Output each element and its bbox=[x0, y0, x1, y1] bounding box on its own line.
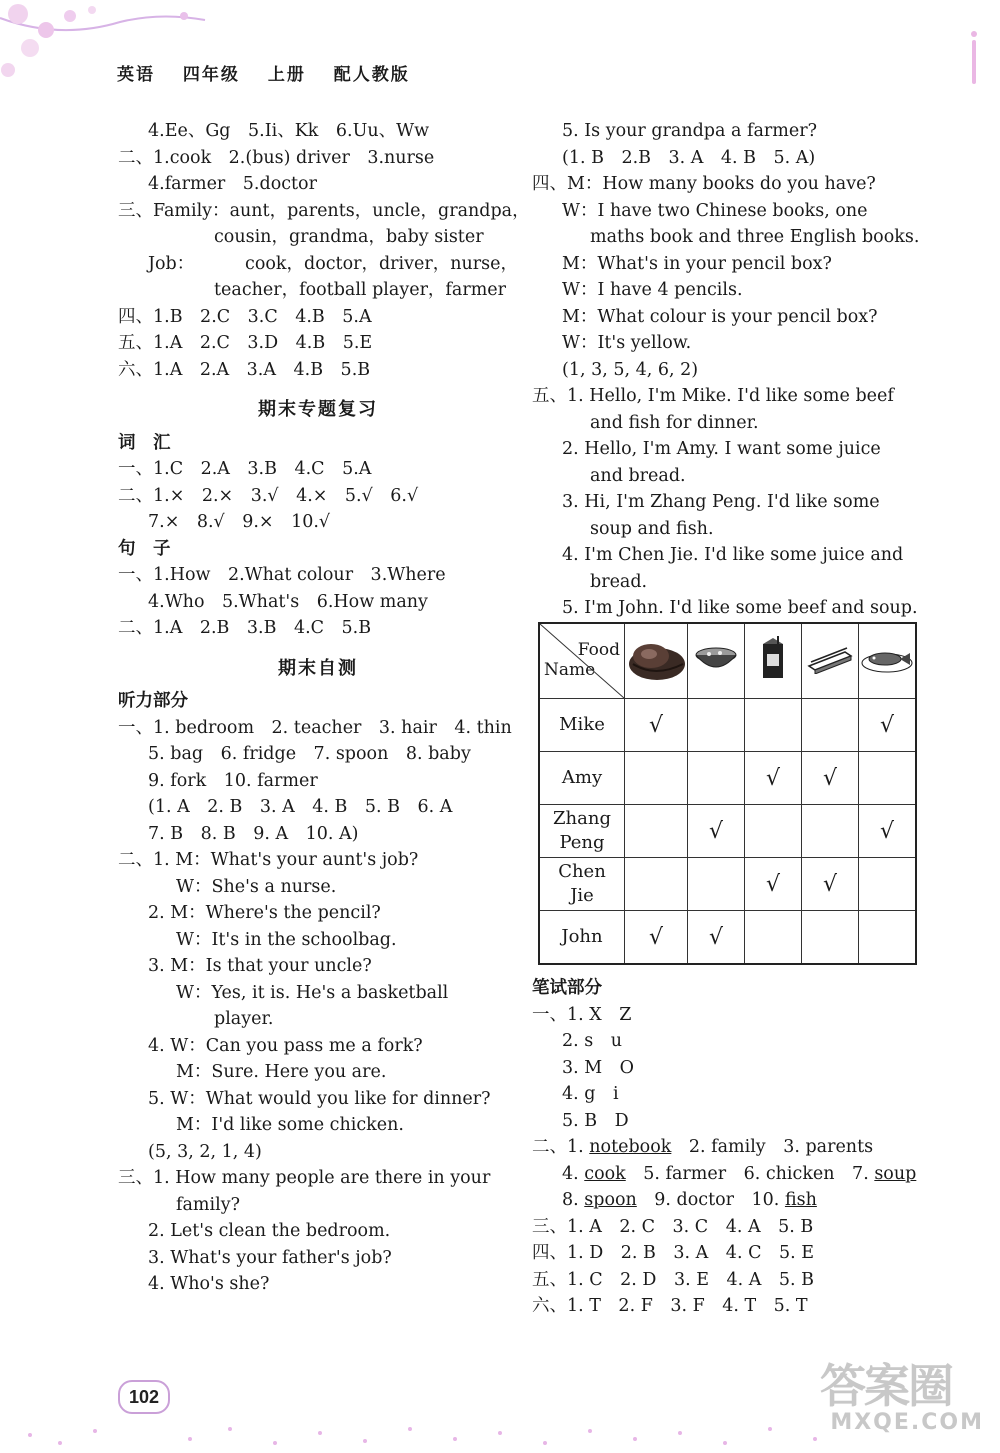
answer-line: (5, 3, 2, 1, 4) bbox=[148, 1141, 262, 1162]
table-row bbox=[539, 858, 916, 911]
answer-line: (1. A 2. B 3. A 4. B 5. B 6. A bbox=[148, 797, 453, 817]
dialogue-line: M：What's in your pencil box? bbox=[562, 253, 832, 274]
name-line: Peng bbox=[559, 832, 605, 853]
answer-line: 二、1.× 2.× 3.√ 4.× 5.√ 6.√ bbox=[118, 485, 419, 506]
text: 9. doctor 10. bbox=[636, 1190, 785, 1210]
section-title: 期末自测 bbox=[278, 657, 358, 679]
soup-icon bbox=[693, 639, 739, 679]
check-cell bbox=[745, 911, 802, 965]
answer-line: 9. fork 10. farmer bbox=[148, 770, 318, 791]
check-cell bbox=[859, 805, 917, 858]
table-row bbox=[539, 699, 916, 752]
answer-line: 3. M O bbox=[562, 1057, 635, 1078]
table-row bbox=[539, 911, 916, 965]
header-grade: 四年级 bbox=[182, 65, 240, 85]
name-line: John bbox=[561, 926, 603, 947]
check-cell bbox=[625, 805, 688, 858]
check-mark: √ bbox=[708, 818, 724, 844]
bread-icon bbox=[805, 644, 855, 674]
check-cell bbox=[859, 911, 917, 965]
check-cell bbox=[688, 699, 745, 752]
name-cell bbox=[539, 699, 625, 752]
answer-line: 四、1. D 2. B 3. A 4. C 5. E bbox=[532, 1243, 814, 1263]
underlined-word: cook bbox=[584, 1163, 626, 1184]
dialogue-line: W：I have two Chinese books, one bbox=[562, 200, 868, 221]
check-cell bbox=[859, 699, 917, 752]
underlined-word: notebook bbox=[589, 1137, 672, 1157]
section-title: 期末专题复习 bbox=[258, 399, 378, 420]
dialogue-line: W：It's in the schoolbag. bbox=[176, 929, 397, 950]
answer-line: family? bbox=[176, 1194, 240, 1215]
check-cell bbox=[802, 911, 859, 965]
dialogue-line: W：It's yellow. bbox=[562, 333, 692, 353]
dialogue-line: M：What colour is your pencil box? bbox=[562, 306, 878, 327]
family-label: 三、Family： bbox=[118, 200, 230, 221]
check-cell bbox=[745, 805, 802, 858]
check-cell bbox=[802, 752, 859, 805]
answer-line: 4.Ee、Gg 5.Ii、Kk 6.Uu、Ww bbox=[148, 121, 430, 141]
underlined-word: soup bbox=[874, 1163, 917, 1184]
header-subject: 英语 bbox=[117, 65, 155, 85]
family-words: aunt，parents，uncle，grandpa， bbox=[229, 200, 530, 221]
fish-icon bbox=[860, 643, 914, 675]
check-cell bbox=[745, 858, 802, 911]
dialogue-line: 4. W：Can you pass me a fork? bbox=[148, 1035, 423, 1056]
answer-line: 三、1. How many people are there in your bbox=[118, 1168, 491, 1188]
answer-line: 六、1.A 2.A 3.A 4.B 5.B bbox=[118, 359, 371, 380]
answer-line: and fish for dinner. bbox=[590, 412, 759, 433]
check-cell bbox=[625, 911, 688, 965]
check-mark: √ bbox=[648, 712, 664, 738]
text: 8. bbox=[562, 1190, 585, 1210]
answer-line: 4. g i bbox=[562, 1084, 619, 1104]
beef-icon-cell bbox=[625, 623, 688, 699]
answer-line: 7.× 8.√ 9.× 10.√ bbox=[148, 512, 331, 532]
dialogue-line: 2. M：Where's the pencil? bbox=[148, 903, 381, 923]
answer-line: (1. B 2.B 3. A 4. B 5. A) bbox=[562, 147, 816, 168]
dialogue-line: maths book and three English books. bbox=[590, 227, 920, 247]
answer-line: 7. B 8. B 9. A 10. A) bbox=[148, 823, 359, 844]
name-line: Zhang bbox=[553, 808, 611, 829]
family-line bbox=[118, 198, 530, 225]
answer-line: 一、1. bedroom 2. teacher 3. hair 4. thin bbox=[118, 717, 512, 738]
check-cell bbox=[745, 752, 802, 805]
answer-line: 4. I'm Chen Jie. I'd like some juice and bbox=[562, 545, 904, 565]
watermark-top: 答案圈 bbox=[820, 1359, 952, 1413]
side-decoration bbox=[968, 30, 982, 90]
check-cell bbox=[625, 699, 688, 752]
subsection-title: 词 汇 bbox=[118, 432, 171, 453]
answer-line: 五、1.A 2.C 3.D 4.B 5.E bbox=[118, 333, 373, 353]
answer-line: 一、1.C 2.A 3.B 4.C 5.A bbox=[118, 459, 372, 479]
fish-icon-cell bbox=[859, 623, 917, 699]
check-mark: √ bbox=[765, 765, 781, 791]
check-mark: √ bbox=[879, 712, 895, 738]
bread-icon-cell bbox=[802, 623, 859, 699]
answer-line: 一、1. X Z bbox=[532, 1004, 632, 1025]
text: 二、1. bbox=[532, 1137, 590, 1157]
text: 5. farmer 6. chicken 7. bbox=[625, 1163, 875, 1184]
answer-line: 5. I'm John. I'd like some beef and soup. bbox=[562, 598, 918, 618]
job-words: cook，doctor，driver，nurse， bbox=[245, 253, 518, 274]
dialogue-line: 3. M：Is that your uncle? bbox=[148, 956, 372, 976]
left-column bbox=[118, 118, 530, 1298]
answer-line: 4. Who's she? bbox=[148, 1274, 270, 1294]
answer-line: 2. Let's clean the bedroom. bbox=[148, 1221, 391, 1241]
answer-line: 一、1.How 2.What colour 3.Where bbox=[118, 565, 446, 585]
check-mark: √ bbox=[879, 818, 895, 844]
page-number: 102 bbox=[118, 1380, 170, 1414]
name-header-label: Name bbox=[544, 660, 596, 680]
check-mark: √ bbox=[708, 924, 724, 950]
juice-icon-cell bbox=[745, 623, 802, 699]
underlined-word: spoon bbox=[584, 1190, 637, 1210]
check-cell bbox=[802, 805, 859, 858]
name-cell bbox=[539, 858, 625, 911]
name-cell bbox=[539, 911, 625, 965]
answer-line bbox=[532, 1134, 922, 1161]
answer-line: 3. Hi, I'm Zhang Peng. I'd like some bbox=[562, 492, 880, 512]
underlined-word: fish bbox=[784, 1190, 817, 1210]
juice-icon bbox=[755, 636, 791, 682]
table-header-row bbox=[539, 623, 916, 699]
check-cell bbox=[859, 752, 917, 805]
page-header bbox=[117, 60, 430, 85]
dialogue-line: 四、M：How many books do you have? bbox=[532, 174, 876, 194]
dialogue-line: 二、1. M：What's your aunt's job? bbox=[118, 850, 419, 870]
answer-line: 二、1.A 2.B 3.B 4.C 5.B bbox=[118, 618, 372, 638]
watermark-bottom: MXQE.COM bbox=[830, 1410, 984, 1435]
check-mark: √ bbox=[765, 871, 781, 897]
check-mark: √ bbox=[822, 765, 838, 791]
check-cell bbox=[625, 858, 688, 911]
dialogue-line: 5. W：What would you like for dinner? bbox=[148, 1088, 491, 1109]
answer-line: 4.farmer 5.doctor bbox=[148, 174, 317, 194]
food-table bbox=[538, 622, 917, 965]
answer-line: 四、1.B 2.C 3.C 4.B 5.A bbox=[118, 306, 372, 327]
text: 2. family 3. parents bbox=[671, 1137, 874, 1157]
subsection-title: 句 子 bbox=[118, 538, 171, 559]
table-row bbox=[539, 752, 916, 805]
name-cell bbox=[539, 752, 625, 805]
check-cell bbox=[802, 699, 859, 752]
answer-line: 5. Is your grandpa a farmer? bbox=[562, 121, 817, 141]
answer-line: 六、1. T 2. F 3. F 4. T 5. T bbox=[532, 1296, 808, 1316]
answer-line: 3. What's your father's job? bbox=[148, 1247, 392, 1268]
right-column bbox=[532, 118, 922, 622]
answer-line: 5. bag 6. fridge 7. spoon 8. baby bbox=[148, 744, 471, 764]
answer-line: 2. s u bbox=[562, 1031, 623, 1051]
answer-line: 2. Hello, I'm Amy. I want some juice bbox=[562, 439, 881, 459]
answer-line: bread. bbox=[590, 571, 648, 592]
name-line: Jie bbox=[570, 885, 594, 906]
answer-line: (1, 3, 5, 4, 6, 2) bbox=[562, 359, 699, 380]
name-cell bbox=[539, 805, 625, 858]
answer-line: 4.Who 5.What's 6.How many bbox=[148, 591, 428, 612]
food-header-label: Food bbox=[577, 640, 620, 660]
answer-line: and bread. bbox=[590, 465, 686, 486]
watermark bbox=[820, 1359, 990, 1448]
answer-line: 5. B D bbox=[562, 1110, 629, 1131]
answer-line: soup and fish. bbox=[590, 518, 714, 539]
job-label: Job： bbox=[148, 253, 195, 274]
text: 4. bbox=[562, 1163, 585, 1184]
diagonal-header-cell bbox=[539, 623, 625, 699]
check-cell bbox=[688, 858, 745, 911]
name-line: Amy bbox=[561, 767, 603, 788]
dialogue-line: player. bbox=[214, 1009, 274, 1029]
name-line: Mike bbox=[559, 714, 605, 735]
job-line bbox=[118, 251, 518, 278]
check-mark: √ bbox=[822, 871, 838, 897]
dialogue-line: M：I'd like some chicken. bbox=[176, 1115, 404, 1135]
check-mark: √ bbox=[648, 924, 664, 950]
header-term: 上册 bbox=[267, 65, 306, 85]
check-cell bbox=[745, 699, 802, 752]
dialogue-line: W：She's a nurse. bbox=[176, 876, 337, 897]
answer-line: 三、1. A 2. C 3. C 4. A 5. B bbox=[532, 1216, 814, 1237]
answer-line: 五、1. C 2. D 3. E 4. A 5. B bbox=[532, 1269, 814, 1290]
dialogue-line: W：I have 4 pencils. bbox=[562, 280, 743, 300]
answer-line bbox=[532, 1161, 922, 1188]
check-cell bbox=[688, 805, 745, 858]
dialogue-line: W：Yes, it is. He's a basketball bbox=[176, 982, 449, 1003]
answer-line: cousin，grandma，baby sister bbox=[214, 227, 484, 247]
answer-line: 二、1.cook 2.(bus) driver 3.nurse bbox=[118, 147, 435, 168]
right-column-lower bbox=[532, 975, 922, 1320]
name-line: Chen bbox=[558, 861, 606, 882]
soup-icon-cell bbox=[688, 623, 745, 699]
check-cell bbox=[625, 752, 688, 805]
check-cell bbox=[802, 858, 859, 911]
subsection-title: 笔试部分 bbox=[532, 978, 602, 998]
check-cell bbox=[688, 752, 745, 805]
beef-icon bbox=[625, 634, 687, 684]
subsection-title: 听力部分 bbox=[118, 691, 188, 711]
table-row bbox=[539, 805, 916, 858]
answer-line: 五、1. Hello, I'm Mike. I'd like some beef bbox=[532, 386, 894, 406]
answer-line bbox=[532, 1187, 922, 1214]
answer-line: teacher，football player，farmer bbox=[214, 280, 507, 300]
check-cell bbox=[688, 911, 745, 965]
header-edition: 配人教版 bbox=[333, 65, 410, 85]
check-cell bbox=[859, 858, 917, 911]
dialogue-line: M：Sure. Here you are. bbox=[176, 1062, 387, 1082]
